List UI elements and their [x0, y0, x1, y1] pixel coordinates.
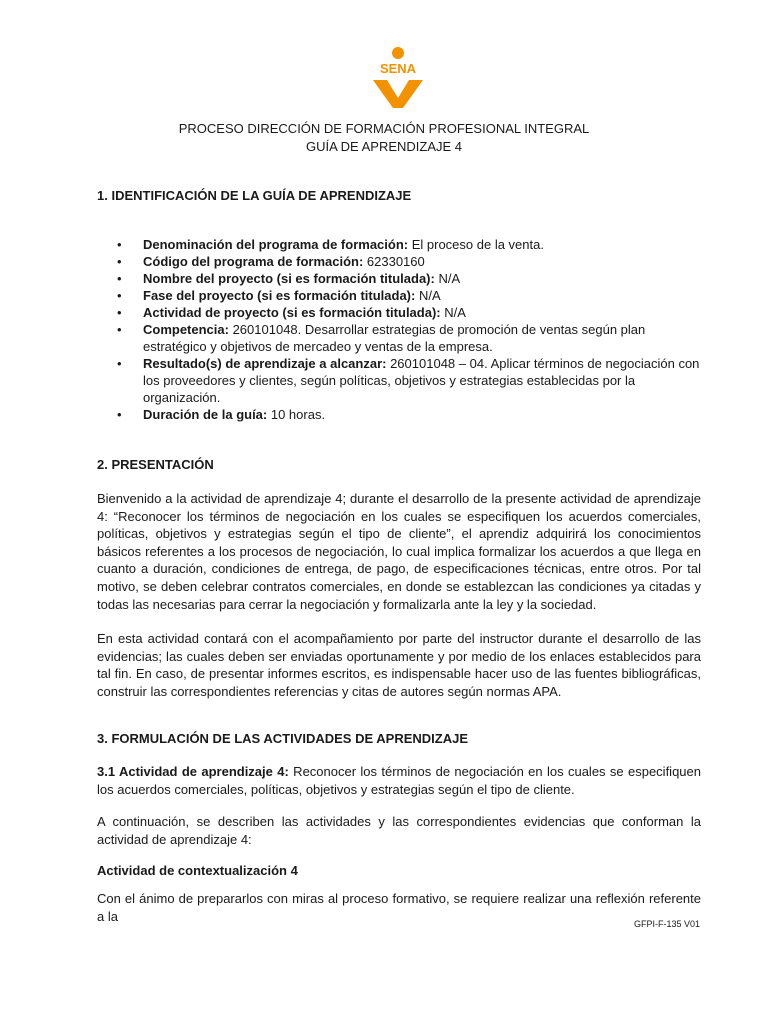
activity-paragraph: [97, 763, 701, 798]
presentation-paragraph-1: Bienvenido a la actividad de aprendizaje 4; durante el desarrollo de la presente actividad de aprendizaje 4: “Reconocer los términos de negociación en los cuales se especifiquen los acuerdos comerciales, políticas, objetivos y estrategias según el tipo de cliente”, el aprendiz adquirirá los conocimientos básicos referentes a los procesos de negociación, lo cual implica formalizar los acuerdos a que llega en cuanto a duración, condiciones de entrega, de pago, de especificaciones técnicas, entre otros. Por tal motivo, se deben celebrar contratos comerciales, en donde se establezcan las condiciones ya citadas y todas las necesarias para cerrar la negociación y formalizarla ante la ley y la sociedad.: [97, 491, 701, 612]
list-item: • Nombre del proyecto (si es formación titulada): N/A: [117, 271, 461, 286]
list-item: • Resultado(s) de aprendizaje a alcanzar: 260101048 – 04. Aplicar términos de negociación con los proveedores y clientes, según políticas, objetivos y estrategias establecidas por la organización.: [117, 356, 700, 405]
item-value: N/A: [434, 271, 461, 286]
item-value: N/A: [415, 288, 441, 303]
item-label: Actividad de proyecto (si es formación titulada):: [143, 305, 441, 320]
item-label: Código del programa de formación:: [143, 254, 364, 269]
contextualization-title: Actividad de contextualización 4: [97, 863, 298, 878]
logo-text: SENA: [379, 61, 417, 76]
list-item: • Duración de la guía: 10 horas.: [117, 407, 326, 422]
activity-label: 3.1 Actividad de aprendizaje 4:: [97, 764, 289, 779]
item-value: El proceso de la venta.: [408, 237, 544, 252]
item-label: Nombre del proyecto (si es formación titulada):: [143, 271, 435, 286]
section-2-title: 2. PRESENTACIÓN: [97, 457, 214, 472]
contextualization-paragraph: Con el ánimo de prepararlos con miras al proceso formativo, se requiere realizar una reflexión referente a la: [97, 891, 701, 924]
item-value: 260101048 – 04. Aplicar términos de negociación con los proveedores y clientes, según políticas, objetivos y estrategias establecidas por la organización.: [143, 356, 700, 405]
item-value: 62330160: [363, 254, 425, 269]
item-label: Fase del proyecto (si es formación titulada):: [143, 288, 416, 303]
list-item: • Competencia: 260101048. Desarrollar estrategias de promoción de ventas según plan estratégico y objetivos de mercadeo y ventas de la empresa.: [117, 322, 646, 354]
header-line-1: PROCESO DIRECCIÓN DE FORMACIÓN PROFESIONAL INTEGRAL: [178, 121, 590, 136]
list-item: • Denominación del programa de formación: El proceso de la venta.: [117, 237, 544, 252]
identification-list: [97, 236, 705, 423]
section-1-title: 1. IDENTIFICACIÓN DE LA GUÍA DE APRENDIZAJE: [97, 188, 412, 203]
section-3-title: 3. FORMULACIÓN DE LAS ACTIVIDADES DE APRENDIZAJE: [97, 731, 469, 746]
header-line-2: GUÍA DE APRENDIZAJE 4: [305, 139, 463, 154]
item-label: Duración de la guía:: [143, 407, 268, 422]
item-label: Resultado(s) de aprendizaje a alcanzar:: [143, 356, 387, 371]
form-code: GFPI-F-135 V01: [633, 919, 700, 929]
item-label: Denominación del programa de formación:: [143, 237, 409, 252]
item-value: 10 horas.: [267, 407, 326, 422]
list-item: • Código del programa de formación: 62330160: [117, 254, 425, 269]
sena-logo: [367, 46, 429, 110]
presentation-paragraph-2: En esta actividad contará con el acompañamiento por parte del instructor durante el desarrollo de las evidencias; las cuales deben ser enviadas oportunamente y por medio de los enlaces establecidos para tal fin. En caso, de presentar informes escritos, es indispensable hacer uso de las fuentes bibliográficas, construir las correspondientes referencias y citas de autores según normas APA.: [97, 631, 701, 699]
item-value: 260101048. Desarrollar estrategias de promoción de ventas según plan estratégico y objetivos de mercadeo y ventas de la empresa.: [143, 322, 646, 354]
item-value: N/A: [440, 305, 466, 320]
description-paragraph: A continuación, se describen las actividades y las correspondientes evidencias que conforman la actividad de aprendizaje 4:: [97, 814, 701, 847]
list-item: • Fase del proyecto (si es formación titulada): N/A: [117, 288, 441, 303]
item-label: Competencia:: [143, 322, 229, 337]
list-item: • Actividad de proyecto (si es formación titulada): N/A: [117, 305, 466, 320]
activity-text: Reconocer los términos de negociación en los cuales se especifiquen los acuerdos comerciales, políticas, objetivos y estrategias según el tipo de cliente.: [97, 764, 701, 797]
